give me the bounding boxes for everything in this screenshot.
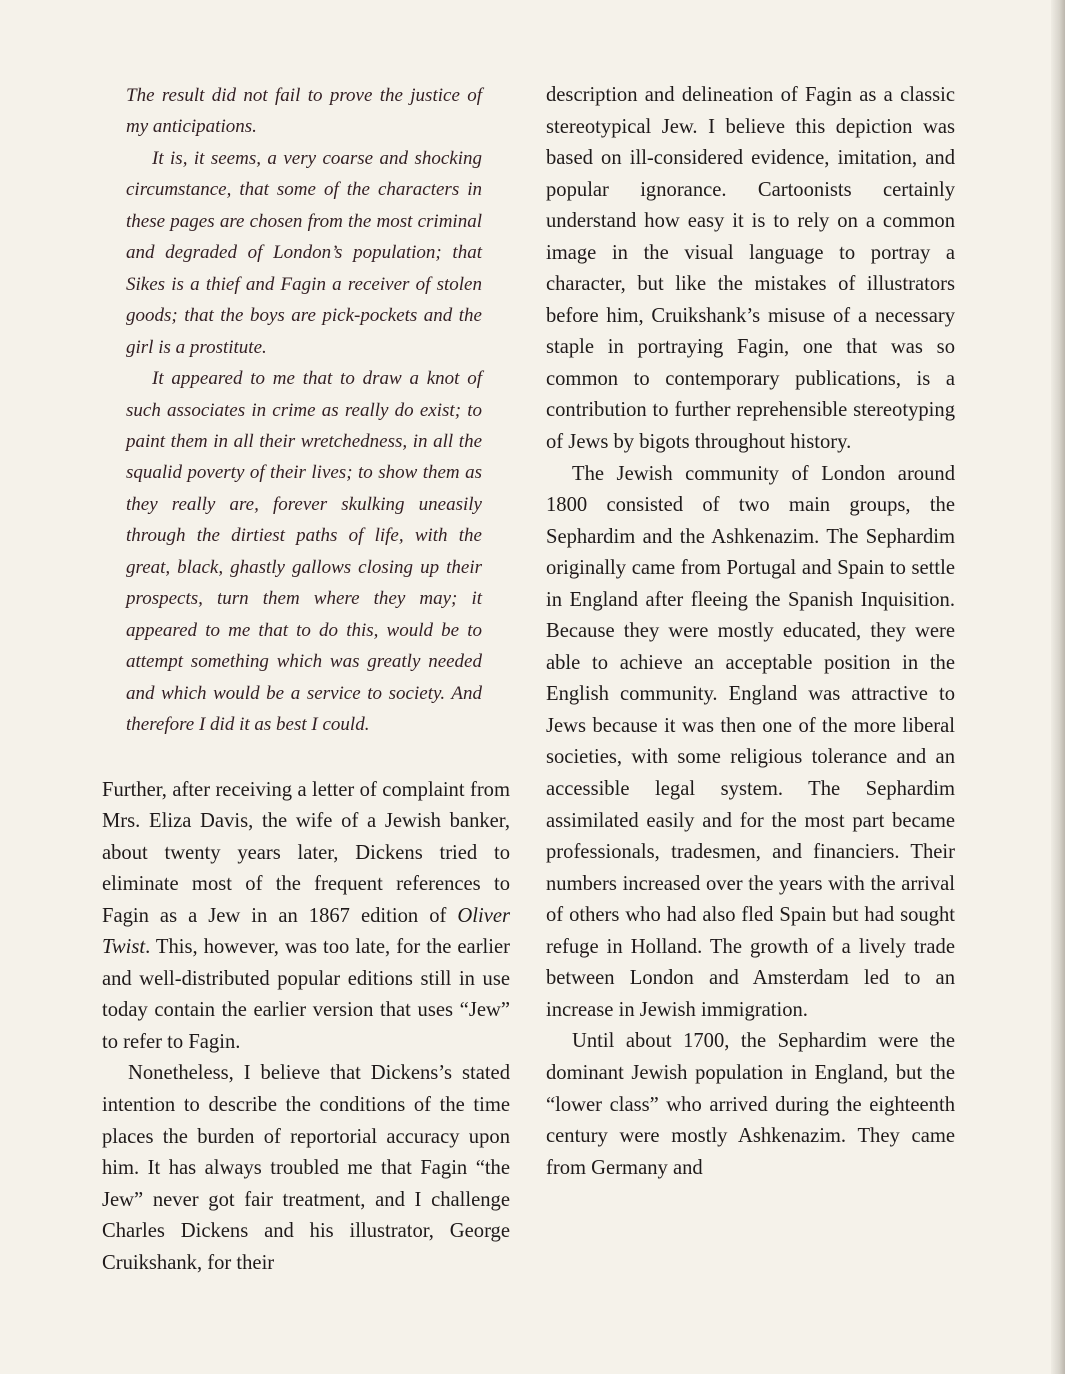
quote-paragraph: It is, it seems, a very coarse and shocking circumstance, that some of the characters in these pages are chosen from the most criminal and degraded of London’s population; that Sikes is a thief and Fagin a receiver of stolen goods; that the boys are pick-pockets and the girl is a prostitute. [126, 147, 482, 358]
body-paragraph: Until about 1700, the Sephardim were the dominant Jewish population in England, but the “lower class” who arrived during the eighteenth century were mostly Ashkenazim. They came from Germany and [546, 1030, 955, 1179]
body-paragraph: description and delineation of Fagin as a classic stereotypical Jew. I believe this depiction was based on ill-considered evidence, imitation, and popular ignorance. Cartoonists certainly understand how easy it is to rely on a common image in the visual language to portray a character, but like the mistakes of illustrators before him, Cruikshank’s misuse of a necessary staple in portraying Fagin, one that was so common to contemporary publications, is a contribution to further reprehensible stereotyping of Jews by bigots throughout history. [546, 84, 955, 454]
quote-paragraph: It appeared to me that to draw a knot of such associates in crime as really do exist; to paint them in all their wretchedness, in all the squalid poverty of their lives; to show them as they really are, forever skulking uneasily through the dirtiest paths of life, with the great, black, ghastly gallows closing up their prospects, turn them where they may; it appeared to me that to do this, would be to attempt something which was greatly needed and which would be a service to society. And therefore I did it as best I could. [126, 368, 482, 736]
body-paragraph: Nonetheless, I believe that Dickens’s stated intention to describe the conditions of the time places the burden of reportorial accuracy upon him. It has always troubled me that Fagin “the Jew” never got fair treatment, and I challenge Charles Dickens and his illustrator, George Cruikshank, for their [102, 1062, 510, 1274]
left-body-text [102, 775, 510, 1280]
right-column [546, 80, 955, 1184]
page-edge-shadow [1051, 0, 1065, 1374]
body-text-run: . This, however, was too late, for the earlier and well-distributed popular editions still in use today contain the earlier version that uses “Jew” to refer to Fagin. [102, 936, 510, 1053]
body-paragraph: The Jewish community of London around 1800 consisted of two main groups, the Sephardim and the Ashkenazim. The Sephardim originally came from Portugal and Spain to settle in England after fleeing the Spanish Inquisition. Because they were mostly educated, they were able to achieve an acceptable position in the English community. England was attractive to Jews because it was then one of the more liberal societies, with some religious tolerance and an accessible legal system. The Sephardim assimilated easily and for the most part became professionals, tradesmen, and financiers. Their numbers increased over the years with the arrival of others who had also fled Spain but had sought refuge in Holland. The growth of a lively trade between London and Amsterdam led to an increase in Jewish immigration. [546, 462, 955, 1021]
body-paragraph [102, 775, 510, 1059]
left-column [102, 80, 510, 1279]
quote-paragraph: The result did not fail to prove the justice of my anticipations. [126, 85, 482, 138]
book-title: Oliver Twist [102, 904, 510, 959]
body-text-run: Further, after receiving a letter of complaint from Mrs. Eliza Davis, the wife of a Jewish banker, about twenty years later, Dickens tried to eliminate most of the frequent references to Fagin as a Jew in an 1867 edition of [102, 778, 510, 927]
dickens-preface-quote [126, 80, 482, 741]
